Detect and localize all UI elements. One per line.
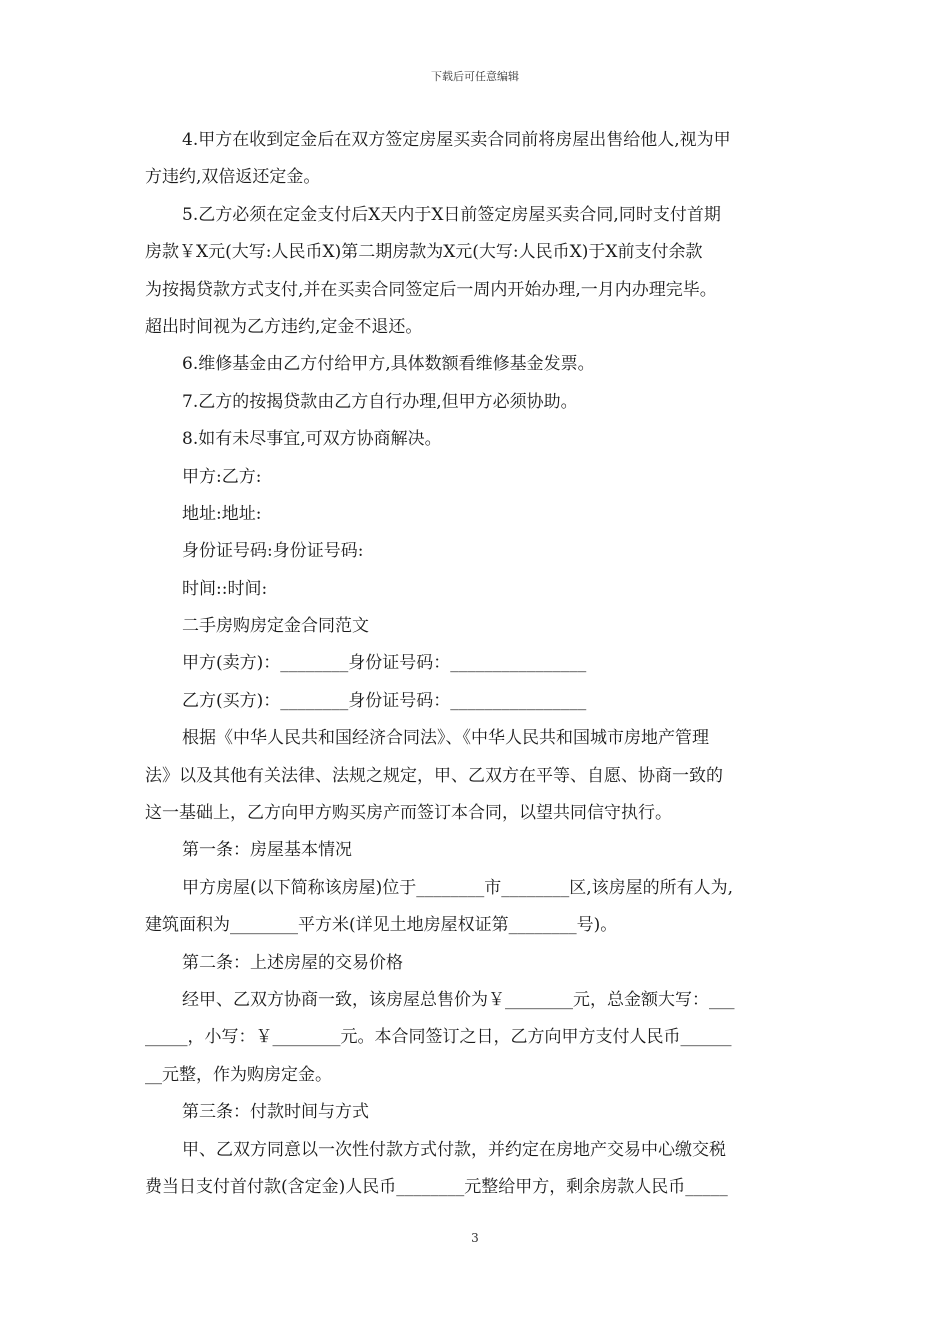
article-heading: 第三条：付款时间与方式: [182, 1102, 369, 1123]
party-label-line: 甲方:乙方:: [182, 466, 262, 487]
paragraph-line: 方违约,双倍返还定金。: [145, 167, 321, 188]
page-header: 下载后可任意编辑: [431, 70, 519, 83]
buyer-field-line: 乙方(买方)：________身份证号码：________________: [182, 690, 587, 711]
paragraph-line: 甲方房屋(以下简称该房屋)位于________市________区,该房屋的所有人为,: [182, 877, 734, 898]
paragraph-line: 超出时间视为乙方违约,定金不退还。: [145, 316, 423, 337]
paragraph-line: 8.如有未尽事宜,可双方协商解决。: [182, 429, 442, 450]
paragraph-line: _____，小写：￥________元。本合同签订之日，乙方向甲方支付人民币______: [145, 1027, 732, 1048]
document-body: [145, 122, 810, 1206]
address-label-line: 地址:地址:: [182, 503, 262, 524]
paragraph-line: 法》以及其他有关法律、法规之规定，甲、乙双方在平等、自愿、协商一致的: [145, 765, 723, 786]
paragraph-line: 经甲、乙双方协商一致，该房屋总售价为￥________元，总金额大写：___: [182, 989, 735, 1010]
page-number: 3: [471, 1231, 479, 1245]
section-title: 二手房购房定金合同范文: [182, 616, 369, 637]
paragraph-line: 7.乙方的按揭贷款由乙方自行办理,但甲方必须协助。: [182, 391, 578, 412]
paragraph-line: 6.维修基金由乙方付给甲方,具体数额看维修基金发票。: [182, 354, 595, 375]
paragraph-line: 4.甲方在收到定金后在双方签定房屋买卖合同前将房屋出售给他人,视为甲: [182, 130, 731, 150]
paragraph-line: 这一基础上，乙方向甲方购买房产而签订本合同，以望共同信守执行。: [145, 803, 672, 824]
paragraph-line: 建筑面积为________平方米(详见土地房屋权证第________号)。: [145, 915, 618, 936]
paragraph-line: __元整，作为购房定金。: [145, 1064, 332, 1085]
paragraph-line: 甲、乙双方同意以一次性付款方式付款，并约定在房地产交易中心缴交税: [182, 1139, 726, 1160]
article-heading: 第一条：房屋基本情况: [182, 840, 352, 861]
paragraph-line: 5.乙方必须在定金支付后X天内于X日前签定房屋买卖合同,同时支付首期: [182, 204, 721, 225]
paragraph-line: 房款￥X元(大写:人民币X)第二期房款为X元(大写:人民币X)于X前支付余款: [145, 242, 703, 263]
time-label-line: 时间::时间:: [182, 578, 268, 599]
seller-field-line: 甲方(卖方)：________身份证号码：________________: [182, 653, 587, 674]
id-number-label-line: 身份证号码:身份证号码:: [182, 541, 364, 562]
paragraph-line: 费当日支付首付款(含定金)人民币________元整给甲方，剩余房款人民币_____: [145, 1176, 728, 1197]
paragraph-line: 为按揭贷款方式支付,并在买卖合同签定后一周内开始办理,一月内办理完毕。: [145, 279, 717, 300]
paragraph-line: 根据《中华人民共和国经济合同法》、《中华人民共和国城市房地产管理: [182, 728, 709, 749]
article-heading: 第二条：上述房屋的交易价格: [182, 952, 403, 973]
